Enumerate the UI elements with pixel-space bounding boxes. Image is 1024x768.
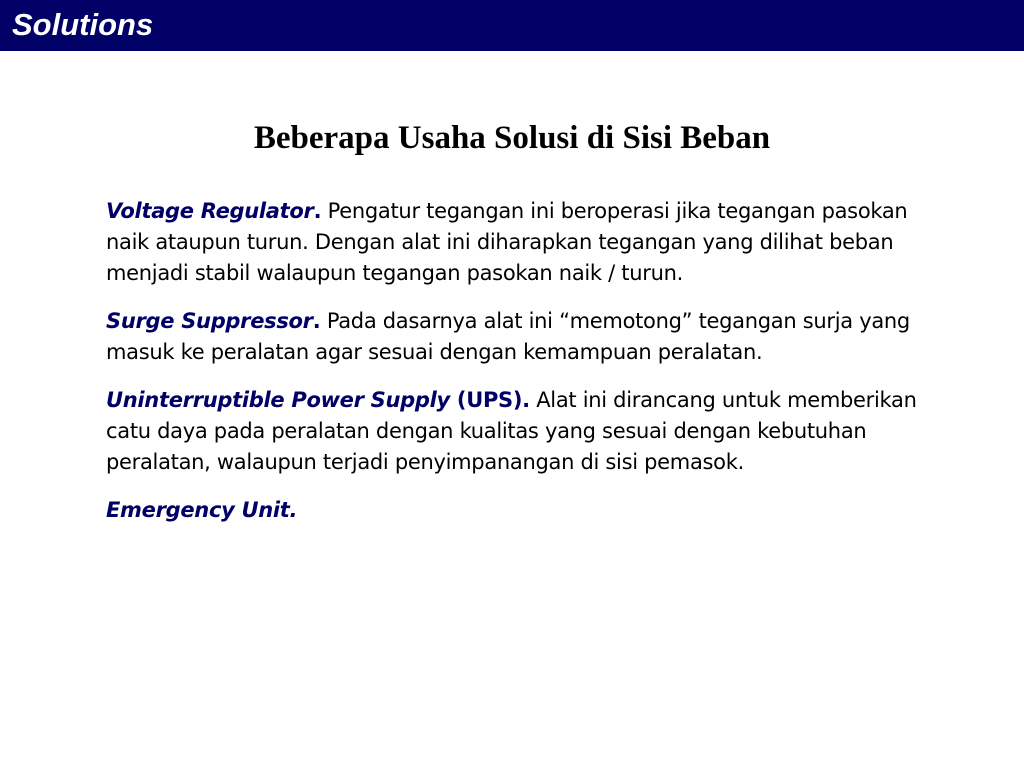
term-ups: Uninterruptible Power Supply (106, 388, 450, 412)
paragraph-surge-suppressor (106, 306, 936, 368)
paragraph-text: Pada dasarnya alat ini “memotong” tegangan surja yang masuk ke peralatan agar sesuai dengan kemampuan peralatan. (106, 309, 910, 364)
paragraph-text: Pengatur tegangan ini beroperasi jika tegangan pasokan naik ataupun turun. Dengan alat ini diharapkan tegangan yang dilihat beban menjadi stabil walaupun tegangan pasokan naik / turun. (106, 199, 908, 285)
paragraph-text: Alat ini dirancang untuk memberikan catu daya pada peralatan dengan kualitas yang sesuai dengan kebutuhan peralatan, walaupun terjadi penyimpanangan di sisi pemasok. (106, 388, 917, 474)
term-voltage-regulator: Voltage Regulator (106, 199, 314, 223)
term-suffix: . (312, 309, 321, 333)
term-suffix: . (313, 199, 322, 223)
term-suffix: (UPS). (449, 388, 530, 412)
header-bar (0, 0, 1024, 51)
term-emergency-unit: Emergency Unit. (106, 498, 298, 522)
paragraph-ups (106, 385, 936, 478)
header-title: Solutions (12, 7, 154, 42)
paragraph-emergency-unit (106, 495, 936, 526)
term-surge-suppressor: Surge Suppressor (106, 309, 313, 333)
slide-content (106, 196, 936, 543)
slide-title: Beberapa Usaha Solusi di Sisi Beban (253, 120, 771, 156)
paragraph-voltage-regulator (106, 196, 936, 289)
